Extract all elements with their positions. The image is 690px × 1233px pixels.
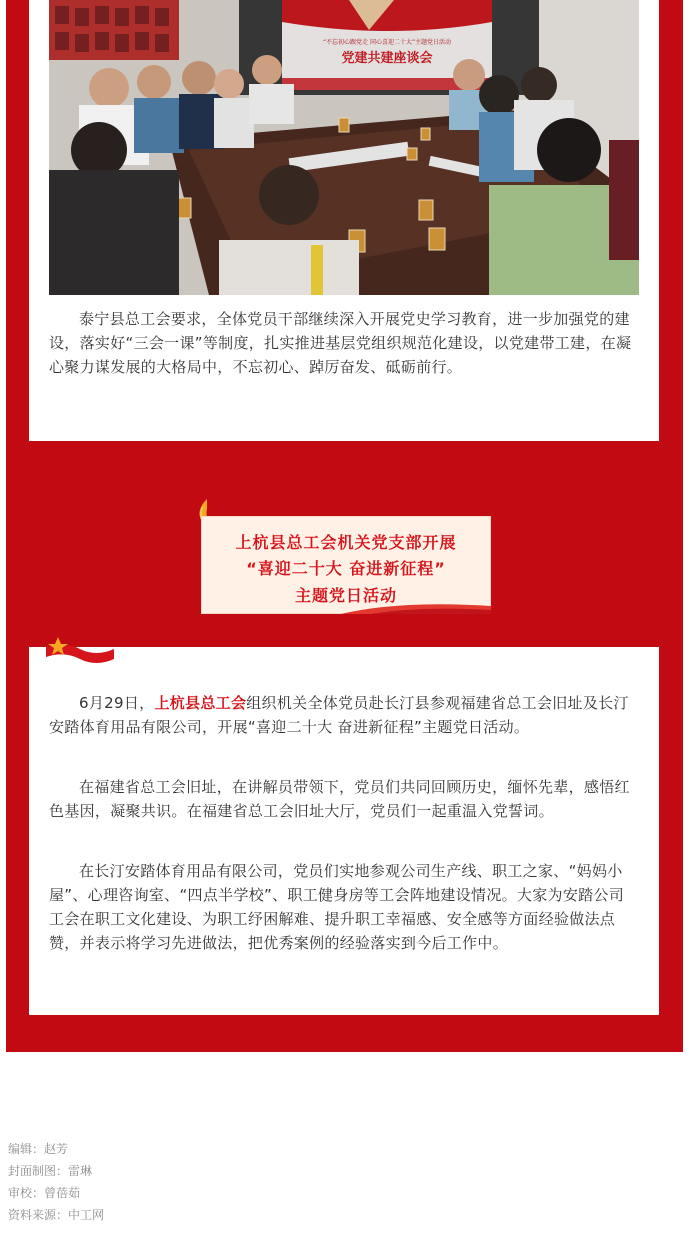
editor-credit: 编辑：赵芳 — [8, 1142, 69, 1156]
article-card-shanghang — [29, 647, 659, 1015]
party-flag-icon — [44, 635, 116, 669]
ribbon-wave-decoration — [201, 598, 491, 614]
source-credit: 资料来源：中工网 — [8, 1208, 105, 1222]
paragraph-activity-intro — [49, 691, 639, 739]
credits-footer — [8, 1138, 104, 1226]
section-title-line3: 主题党日活动 — [294, 586, 397, 605]
intro-rest-text: 组织机关全体党员赴长汀县参观福建省总工会旧址及长汀安踏体育用品有限公司，开展“喜迎二十大 奋进新征程”主题党日活动。 — [49, 694, 629, 736]
banner-title-text: 党建共建座谈会 — [341, 51, 433, 66]
section-title-box — [201, 516, 491, 614]
paragraph-anta-visit: 在长汀安踏体育用品有限公司，党员们实地参观公司生产线、职工之家、“妈妈小屋”、心理咨询室、“四点半学校”、职工健身房等工会阵地建设情况。大家为安踏公司工会在职工文化建设、为职工纾困解难、提升职工幸福感、安全感等方面经验做法点赞，并表示将学习先进做法，把优秀案例的经验落实到今后工作中。 — [49, 862, 625, 952]
date-text: 6月29日， — [79, 694, 155, 712]
article-card-taining — [29, 0, 659, 441]
highlight-org-name: 上杭县总工会 — [154, 694, 247, 712]
section-title-line2: “喜迎二十大 奋进新征程” — [246, 559, 446, 578]
banner-small-text: “不忘初心跟党走 同心喜迎二十大”主题党日活动 — [322, 39, 452, 46]
meeting-photo — [49, 0, 639, 295]
cover-design-credit: 封面制图：雷琳 — [8, 1164, 93, 1178]
paragraph-taining: 泰宁县总工会要求，全体党员干部继续深入开展党史学习教育，进一步加强党的建设，落实好“三会一课”等制度，扎实推进基层党组织规范化建设，以党建带工建，在凝心聚力谋发展的大格局中，不忘初心、踔厉奋发、砥砺前行。 — [49, 310, 632, 376]
paragraph-old-site: 在福建省总工会旧址，在讲解员带领下，党员们共同回顾历史，缅怀先辈，感悟红色基因，凝聚共识。在福建省总工会旧址大厅，党员们一起重温入党誓词。 — [49, 778, 630, 820]
review-credit: 审校：曾蓓茹 — [8, 1186, 81, 1200]
section-title-line1: 上杭县总工会机关党支部开展 — [235, 533, 457, 552]
